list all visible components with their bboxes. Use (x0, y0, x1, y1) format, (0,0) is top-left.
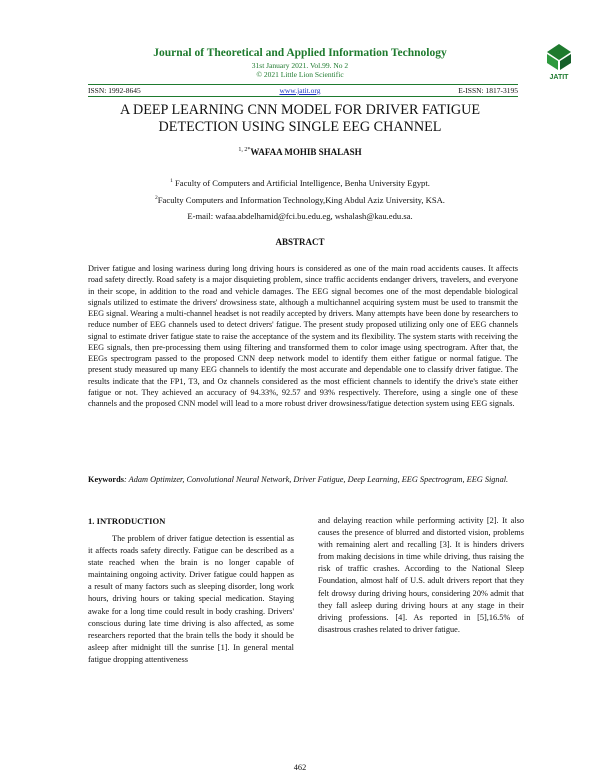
issn-print: ISSN: 1992-8645 (88, 86, 141, 95)
affiliation-1-text: Faculty of Computers and Artificial Intelligence, Benha University Egypt. (172, 178, 430, 188)
author-marks: 1, 2* (238, 147, 251, 153)
affiliation-2-mark: 2 (155, 195, 158, 202)
author-email: E-mail: wafaa.abdelhamid@fci.bu.edu.eg, wshalash@kau.edu.sa. (187, 211, 413, 221)
journal-title: Journal of Theoretical and Applied Information Technology (153, 47, 447, 59)
intro-right-column: and delaying reaction while performing activity [2]. It also causes the presence of blurred and distorted vision, problems with remaining alert and recalling [3]. It is hinders drivers from making decisions in time while driving, thus raising the risk of traffic crashes. According to the National Sleep Foundation, almost half of U.S. adult drivers report that they felt drowsy during driving hours, considering 20% admit that they fall asleep during driving hours at any stage in their driving professions. [4]. As reported in [5],16.5% of disastrous crashes related to driver fatigue. (318, 516, 524, 634)
jatit-logo-icon (541, 42, 577, 82)
abstract-text: Driver fatigue and losing wariness during long driving hours is considered as one of the main road accidents causes. It affects road safety directly. Road safety is a major disquieting problem, since traffic accidents endanger drivers, travelers, and everyone in their scope, in addition to the road and vehicle damages. The EEG signal becomes one of the most dependable biological signals utilized to estimate the drivers' drowsiness state, although a multichannel acquiring system must be used to transmit the EEG signal. Wearing a multi-channel headset is not readily accepted by drivers. Many attempts have been done by researchers to reduce number of EEG channels used to detect drivers' fatigue. The present study proposed utilizing only one of EEG channels signal to estimate driver fatigue state to raise the acceptance of the system and its flexibility. The system starts with receiving the EEG signals, then pre-processing them using filtering and transformed them to color image using spectrogram. After that, the EEGs spectrogram passed to the proposed CNN deep network model to identify them either fatigue or normal fatigue. The present study measured up many EEG channels to identify the most accurate and dependable one to classify driver fatigue. The results indicate that the FP1, T3, and Oz channels considered as the most efficient channels to identify the drive's state either fatigue or not. They achieved an accuracy of 94.33%, 92.57 and 93% respectively. Therefore, using a single one of these channels and the proposed CNN model will lead to a more robust driver drowsiness/fatigue detection system using EEG signals. (88, 264, 518, 408)
keywords (88, 474, 518, 486)
journal-website-link[interactable]: www.jatit.org (279, 86, 321, 95)
keywords-label: Keywords (88, 475, 124, 484)
affiliation-1-mark: 1 (170, 178, 173, 185)
title-line-1: A DEEP LEARNING CNN MODEL FOR DRIVER FATIGUE (119, 102, 481, 118)
journal-date-volume: 31st January 2021. Vol.99. No 2 (251, 61, 349, 70)
affiliation-1 (0, 178, 600, 188)
page-number: 462 (293, 763, 307, 772)
logo-text: JATIT (549, 74, 569, 81)
header-rule-top (88, 84, 518, 85)
issn-online: E-ISSN: 1817-3195 (458, 86, 518, 95)
title-line-2: DETECTION USING SINGLE EEG CHANNEL (158, 119, 442, 135)
intro-left-column: The problem of driver fatigue detection is essential as it affects roads safety directly. Fatigue can be described as a state reached when the brain is no longer capable of maintaining ongoing activity. Driver fatigue could happen as a result of many factors such as sleeping disorder, long work hours, driving hours or taking special medication. Staying awake for a long time could result in body crashing. Drivers' conscious during late time driving is also affected, as some researchers reported that the brain tells the body it should be asleep after midnight till the sunrise [1]. In general mental fatigue dropping attentiveness (88, 534, 294, 664)
affiliation-2 (0, 195, 600, 205)
keywords-text: : Adam Optimizer, Convolutional Neural Network, Driver Fatigue, Deep Learning, EEG Spectrogram, EEG Signal. (123, 475, 509, 484)
journal-copyright: © 2021 Little Lion Scientific (256, 70, 344, 79)
author-name: WAFAA MOHIB SHALASH (250, 147, 362, 157)
paper-title (80, 102, 520, 136)
affiliation-2-text: Faculty Computers and Information Technology,King Abdul Aziz University, KSA. (157, 195, 445, 205)
header-rule-bottom (88, 96, 518, 97)
author (0, 147, 600, 157)
section-heading-introduction: 1. INTRODUCTION (88, 516, 166, 526)
abstract-heading: ABSTRACT (275, 237, 325, 247)
